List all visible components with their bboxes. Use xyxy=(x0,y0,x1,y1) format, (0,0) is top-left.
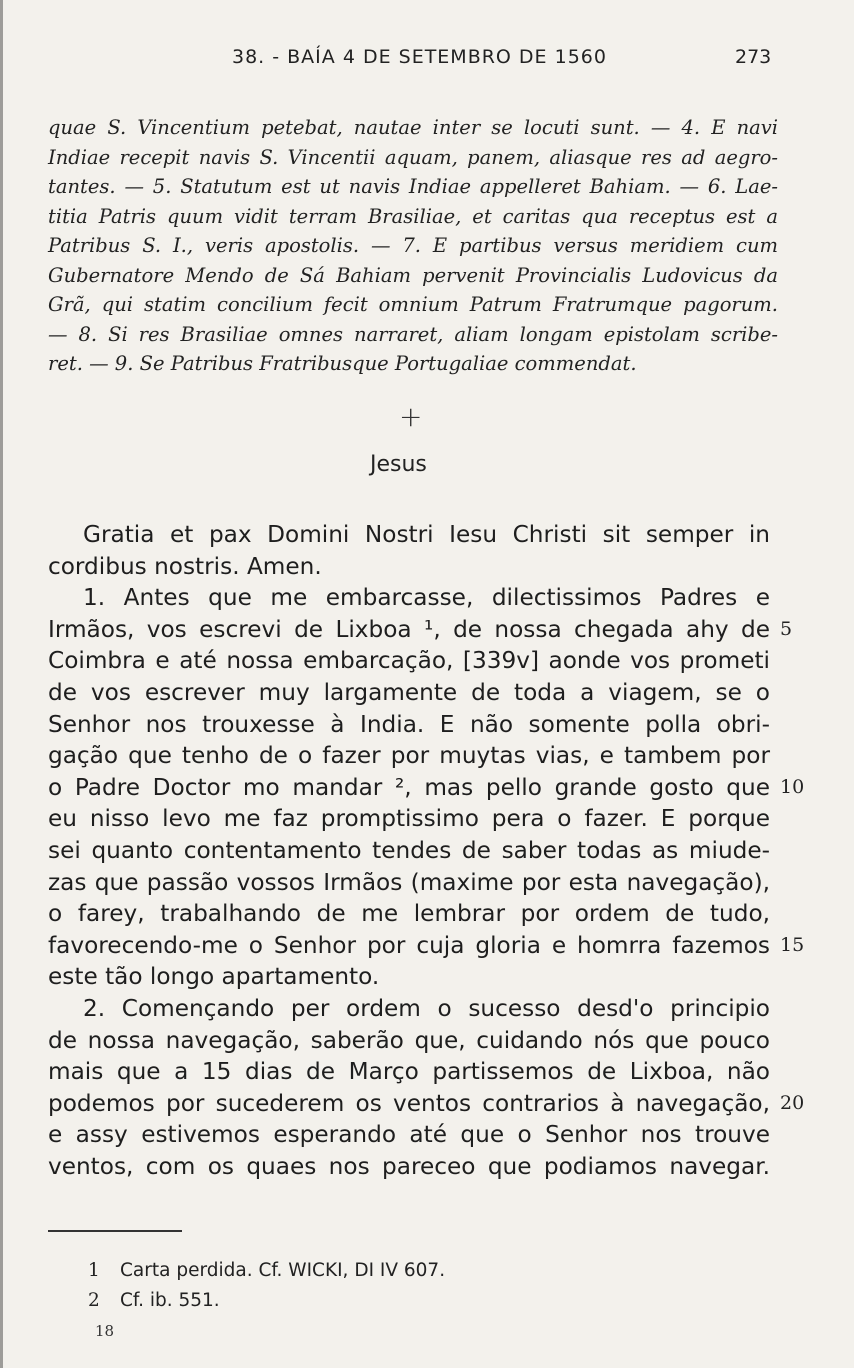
signature-mark: 18 xyxy=(95,1322,115,1340)
summary-line: — 8. Si res Brasiliae omnes narraret, aliam longam epistolam scribe- xyxy=(48,322,778,346)
body-line: favorecendo-me o Senhor por cuja gloria e homrra fazemos xyxy=(48,931,770,959)
footnote-number: 2 xyxy=(88,1290,100,1311)
footnote-number: 1 xyxy=(88,1260,100,1281)
body-line: o Padre Doctor mo mandar ², mas pello grande gosto que xyxy=(48,773,770,801)
summary-line: quae S. Vincentium petebat, nautae inter se locuti sunt. — 4. E navi xyxy=(48,116,778,139)
letter-heading: Jesus xyxy=(370,452,427,477)
summary-line: ret. — 9. Se Patribus Fratribusque Portugaliae commendat. xyxy=(48,352,637,375)
cross-symbol: + xyxy=(399,400,423,433)
page-edge-line xyxy=(0,0,3,1368)
footnote xyxy=(88,1286,445,1316)
footnote-text: Cf. ib. 551. xyxy=(120,1290,220,1311)
header-title: 38. - BAÍA 4 DE SETEMBRO DE 1560 xyxy=(232,46,607,68)
body-line: cordibus nostris. Amen. xyxy=(48,552,322,580)
body-line: o farey, trabalhando de me lembrar por ordem de tudo, xyxy=(48,900,770,928)
line-number: 5 xyxy=(780,618,793,640)
footnote xyxy=(88,1256,445,1286)
summary-line: Gubernatore Mendo de Sá Bahiam pervenit Provincialis Ludovicus da xyxy=(48,263,778,287)
body-line: e assy estivemos esperando até que o Senhor nos trouve xyxy=(48,1121,770,1149)
footnote-text: Carta perdida. Cf. WICKI, DI IV 607. xyxy=(120,1260,446,1281)
body-line: este tão longo apartamento. xyxy=(48,963,380,991)
line-number: 10 xyxy=(780,776,805,798)
running-header xyxy=(0,44,854,74)
summary-line: tantes. — 5. Statutum est ut navis Indiae appelleret Bahiam. — 6. Lae- xyxy=(48,175,778,198)
letter-body xyxy=(48,519,770,1182)
body-line: sei quanto contentamento tendes de saber todas as miude- xyxy=(48,836,770,864)
body-line: de nossa navegação, saberão que, cuidando nós que pouco xyxy=(48,1026,770,1054)
body-line: 2. Començando per ordem o sucesso desd'o principio xyxy=(83,994,770,1022)
line-number: 20 xyxy=(780,1092,805,1114)
summary-line: Indiae recepit navis S. Vincentii aquam, panem, aliasque res ad aegro- xyxy=(48,145,778,169)
body-line: ventos, com os quaes nos pareceo que podiamos navegar. xyxy=(48,1152,770,1180)
body-line: mais que a 15 dias de Março partissemos de Lixboa, não xyxy=(48,1058,770,1086)
summary-line: Grã, qui statim concilium fecit omnium Patrum Fratrumque pagorum. xyxy=(48,293,778,316)
latin-summary xyxy=(48,113,778,379)
body-line: de vos escrever muy largamente de toda a viagem, se o xyxy=(48,678,770,706)
body-line: Gratia et pax Domini Nostri Iesu Christi sit semper in xyxy=(83,521,770,548)
body-line: Senhor nos trouxesse à India. E não somente polla obri- xyxy=(48,710,770,738)
footnotes xyxy=(88,1256,445,1316)
body-line: eu nisso levo me faz promptissimo pera o fazer. E porque xyxy=(48,805,770,833)
body-line: 1. Antes que me embarcasse, dilectissimos Padres e xyxy=(83,584,770,612)
body-line: gação que tenho de o fazer por muytas vias, e tambem por xyxy=(48,742,770,770)
body-line: podemos por sucederem os ventos contrarios à navegação, xyxy=(48,1089,770,1117)
body-line: zas que passão vossos Irmãos (maxime por esta navegação), xyxy=(48,868,770,896)
line-number: 15 xyxy=(780,934,805,956)
summary-line: Patribus S. I., veris apostolis. — 7. E partibus versus meridiem cum xyxy=(48,234,778,257)
page-number: 273 xyxy=(735,46,772,68)
footnote-separator xyxy=(48,1230,182,1232)
body-line: Coimbra e até nossa embarcação, [339v] aonde vos prometi xyxy=(48,647,770,675)
body-line: Irmãos, vos escrevi de Lixboa ¹, de nossa chegada ahy de xyxy=(48,615,770,643)
summary-line: titia Patris quum vidit terram Brasiliae, et caritas qua receptus est a xyxy=(48,204,778,228)
